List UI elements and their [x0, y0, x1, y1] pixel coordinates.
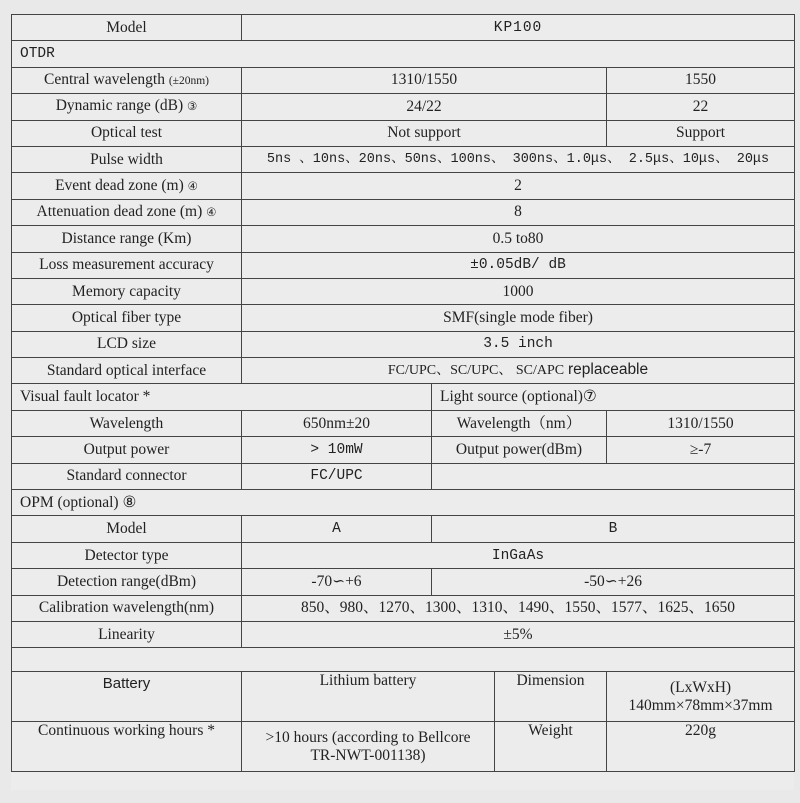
vfl-power-value: > 10mW: [242, 437, 432, 463]
distance-range-value: 0.5 to80: [242, 226, 795, 252]
optical-test-row: [12, 120, 795, 146]
loss-accuracy-value: ±0.05dB/ dB: [242, 252, 795, 278]
optical-test-v2: Support: [607, 120, 795, 146]
central-wavelength-v1: 1310/1550: [242, 67, 607, 93]
event-dead-zone-row: [12, 173, 795, 199]
battery-label: Battery: [12, 672, 242, 722]
light-source-title: Light source (optional)⑦: [432, 384, 795, 410]
calibration-value: 850、980、1270、1300、1310、1490、1550、1577、1625、1650: [242, 595, 795, 621]
wavelength-row: [12, 410, 795, 436]
connector-row: [12, 463, 795, 489]
vfl-power-label: Output power: [12, 437, 242, 463]
memory-value: 1000: [242, 278, 795, 304]
opm-section-row: [12, 490, 795, 516]
opm-model-b: B: [432, 516, 795, 542]
central-wavelength-v2: 1550: [607, 67, 795, 93]
ls-power-label: Output power(dBm): [432, 437, 607, 463]
spacer-row: [12, 648, 795, 672]
battery-row: [12, 672, 795, 722]
spec-sheet: [11, 14, 794, 790]
opm-model-label: Model: [12, 516, 242, 542]
vfl-wavelength-value: 650nm±20: [242, 410, 432, 436]
detection-range-a: -70∽+6: [242, 569, 432, 595]
vfl-title: Visual fault locator *: [12, 384, 432, 410]
fiber-type-row: [12, 305, 795, 331]
pulse-width-row: [12, 146, 795, 172]
calibration-row: [12, 595, 795, 621]
linearity-value: ±5%: [242, 621, 795, 647]
optical-test-label: Optical test: [12, 120, 242, 146]
model-label: Model: [12, 15, 242, 41]
detection-range-row: [12, 569, 795, 595]
weight-label: Weight: [495, 722, 607, 772]
event-dead-zone-value: 2: [242, 173, 795, 199]
empty-cell: [432, 463, 795, 489]
lcd-value: 3.5 inch: [242, 331, 795, 357]
dimension-label: Dimension: [495, 672, 607, 722]
detector-row: [12, 542, 795, 568]
pulse-width-label: Pulse width: [12, 146, 242, 172]
loss-accuracy-label: Loss measurement accuracy: [12, 252, 242, 278]
vfl-connector-value: FC/UPC: [242, 463, 432, 489]
detection-range-b: -50∽+26: [432, 569, 795, 595]
distance-range-row: [12, 226, 795, 252]
central-wavelength-label: Central wavelength (±20nm): [12, 67, 242, 93]
attenuation-dead-zone-label: Attenuation dead zone (m) ④: [12, 199, 242, 225]
detector-value: InGaAs: [242, 542, 795, 568]
otdr-section-row: [12, 41, 795, 67]
lcd-label: LCD size: [12, 331, 242, 357]
weight-value: 220g: [607, 722, 795, 772]
interface-label: Standard optical interface: [12, 358, 242, 384]
opm-model-a: A: [242, 516, 432, 542]
attenuation-dead-zone-row: [12, 199, 795, 225]
detection-range-label: Detection range(dBm): [12, 569, 242, 595]
memory-label: Memory capacity: [12, 278, 242, 304]
vfl-light-source-header-row: [12, 384, 795, 410]
battery-value: Lithium battery: [242, 672, 495, 722]
working-hours-label: Continuous working hours *: [12, 722, 242, 772]
memory-row: [12, 278, 795, 304]
ls-wavelength-value: 1310/1550: [607, 410, 795, 436]
opm-title: OPM (optional) ⑧: [12, 490, 795, 516]
interface-value: FC/UPC、SC/UPC、 SC/APC replaceable: [242, 358, 795, 384]
central-wavelength-row: [12, 67, 795, 93]
otdr-section-title: OTDR: [12, 41, 795, 67]
linearity-label: Linearity: [12, 621, 242, 647]
calibration-label: Calibration wavelength(nm): [12, 595, 242, 621]
lcd-row: [12, 331, 795, 357]
fiber-type-label: Optical fiber type: [12, 305, 242, 331]
linearity-row: [12, 621, 795, 647]
vfl-connector-label: Standard connector: [12, 463, 242, 489]
dynamic-range-label: Dynamic range (dB) ③: [12, 94, 242, 120]
interface-row: [12, 358, 795, 384]
ls-power-value: ≥-7: [607, 437, 795, 463]
ls-wavelength-label: Wavelength（nm）: [432, 410, 607, 436]
loss-accuracy-row: [12, 252, 795, 278]
pulse-width-value: 5ns 、10ns、20ns、50ns、100ns、 300ns、1.0μs、 2.5μs、10μs、 20μs: [242, 146, 795, 172]
spacer-cell: [12, 648, 795, 672]
optical-test-v1: Not support: [242, 120, 607, 146]
model-value: KP100: [242, 15, 795, 41]
dynamic-range-v2: 22: [607, 94, 795, 120]
opm-model-row: [12, 516, 795, 542]
dimension-value: (LxWxH) 140mm×78mm×37mm: [607, 672, 795, 722]
working-hours-row: [12, 722, 795, 772]
fiber-type-value: SMF(single mode fiber): [242, 305, 795, 331]
vfl-wavelength-label: Wavelength: [12, 410, 242, 436]
spec-table: [11, 14, 795, 772]
working-hours-value: >10 hours (according to Bellcore TR-NWT-001138): [242, 722, 495, 772]
dynamic-range-row: [12, 94, 795, 120]
event-dead-zone-label: Event dead zone (m) ④: [12, 173, 242, 199]
detector-label: Detector type: [12, 542, 242, 568]
dynamic-range-v1: 24/22: [242, 94, 607, 120]
attenuation-dead-zone-value: 8: [242, 199, 795, 225]
distance-range-label: Distance range (Km): [12, 226, 242, 252]
output-power-row: [12, 437, 795, 463]
model-row: [12, 15, 795, 41]
